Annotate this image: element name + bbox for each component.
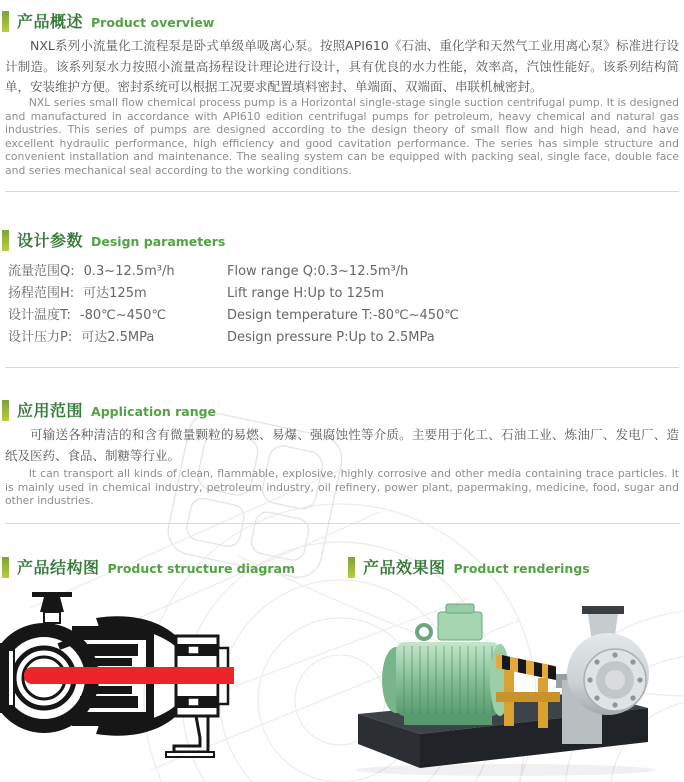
structure-diagram-image xyxy=(0,588,250,782)
spec-row-flow-en: Flow range Q:0.3~12.5m³/h xyxy=(227,264,409,279)
section-title-cn: 产品概述 xyxy=(17,12,84,31)
spec-label: 设计温度T: xyxy=(8,308,71,323)
section-title-en: Product renderings xyxy=(453,561,590,576)
spec-value: 可达2.5MPa xyxy=(81,330,155,345)
section-title-cn: 设计参数 xyxy=(17,231,84,250)
section-header-structure xyxy=(2,556,295,578)
section-title-cn: 应用范围 xyxy=(17,401,84,420)
section-accent-bar xyxy=(2,557,9,578)
section-title-en: Product overview xyxy=(91,15,215,30)
spec-row-temperature-en: Design temperature T:-80℃~450℃ xyxy=(227,308,459,323)
design-parameters-en-column xyxy=(227,261,459,349)
section-header-renderings xyxy=(348,556,590,578)
rendering-image xyxy=(346,592,678,782)
pump-cross-section-drawing xyxy=(0,588,250,782)
section-header-application xyxy=(2,399,216,421)
section-accent-bar xyxy=(348,557,355,578)
section-accent-bar xyxy=(2,11,9,32)
section-title-en: Product structure diagram xyxy=(107,561,296,576)
spec-row-temperature-cn xyxy=(8,305,175,327)
spec-row-pressure-cn xyxy=(8,327,175,349)
section-divider xyxy=(5,191,679,192)
spec-label: 流量范围Q: xyxy=(8,264,75,279)
spec-label: 设计压力P: xyxy=(8,330,73,345)
application-paragraph-en: It can transport all kinds of clean, flammable, explosive, highly corrosive and other media containing trace particles. It is mainly used in chemical industry, petroleum industry, oil refinery, power plant, papermaking, medicine, food, sugar and other industries. xyxy=(5,467,679,507)
design-parameters-cn-column xyxy=(8,261,175,349)
overview-paragraph-en: NXL series small flow chemical process pump is a Horizontal single-stage single suction centrifugal pump. It is designed and manufactured in accordance with API610 edition centrifugal pumps for petroleum, heavy chemical and natural gas industries. This series of pumps are designed according to the design theory of small flow and high head, and have excellent hydraulic performance, high efficiency and good cavitation performance. The series has simple structure and convenient installation and maintenance. The sealing system can be equipped with packing seal, single face, double face and series mechanical seal according to the working conditions. xyxy=(5,96,679,177)
spec-row-lift-en: Lift range H:Up to 125m xyxy=(227,286,385,301)
section-header-overview xyxy=(2,10,214,32)
spec-value: 可达125m xyxy=(83,286,147,301)
application-paragraph-cn: 可输送各种清洁的和含有微量颗粒的易燃、易爆、强腐蚀性等介质。主要用于化工、石油工业、炼油厂、发电厂、造纸及医药、食品、制糖等行业。 xyxy=(5,427,679,463)
pump-unit-3d-rendering xyxy=(346,592,678,778)
section-divider xyxy=(5,523,679,524)
spec-row-lift-cn xyxy=(8,283,175,305)
section-title-en: Design parameters xyxy=(91,234,226,249)
spec-value: -80℃~450℃ xyxy=(79,308,167,323)
section-accent-bar xyxy=(2,400,9,421)
section-header-parameters xyxy=(2,229,225,251)
spec-row-flow-cn xyxy=(8,261,175,283)
section-title-cn: 产品效果图 xyxy=(363,558,446,577)
section-title-en: Application range xyxy=(91,404,217,419)
section-title-cn: 产品结构图 xyxy=(17,558,100,577)
spec-row-pressure-en: Design pressure P:Up to 2.5MPa xyxy=(227,330,435,345)
section-divider xyxy=(5,367,679,368)
spec-value: 0.3~12.5m³/h xyxy=(83,264,175,279)
overview-paragraph-cn: NXL系列小流量化工流程泵是卧式单级单吸离心泵。按照API610《石油、重化学和天然气工业用离心泵》标准进行设计制造。该系列泵水力按照小流量高扬程设计理论进行设计，具有优良的水力性能，效率高，汽蚀性能好。该系列结构简单，安装维护方便。密封系统可以根据工况要求配置填料密封、单端面、双端面、串联机械密封。 xyxy=(5,38,679,94)
spec-label: 扬程范围H: xyxy=(8,286,75,301)
section-accent-bar xyxy=(2,230,9,251)
